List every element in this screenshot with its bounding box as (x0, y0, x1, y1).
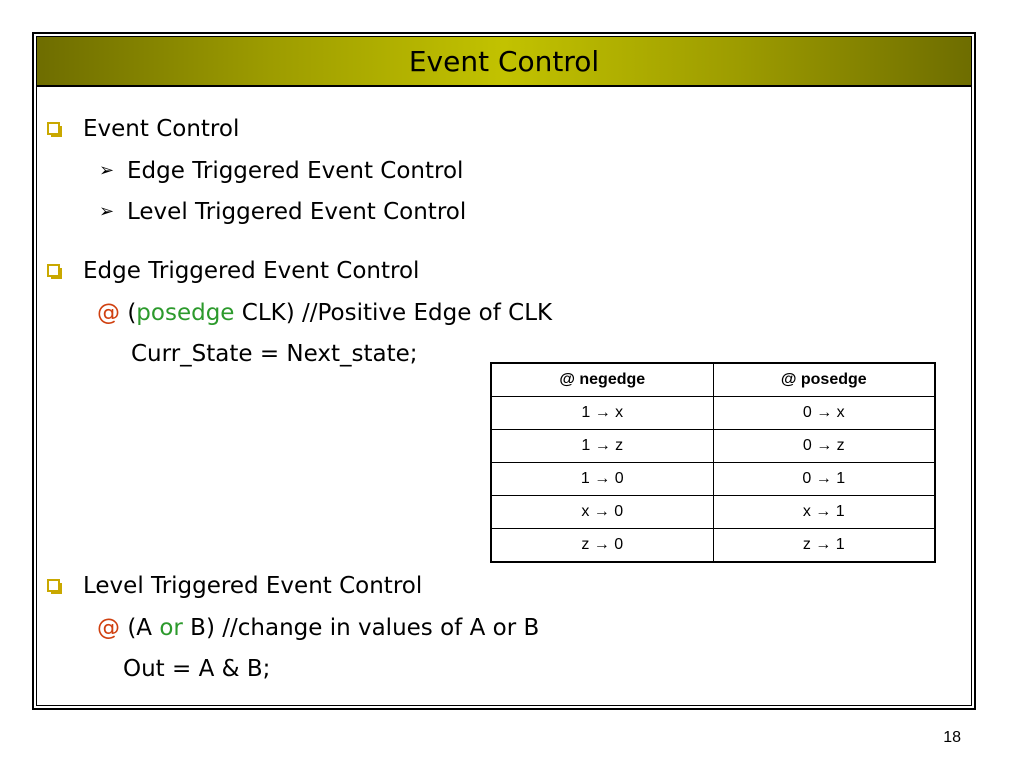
table-row (491, 397, 935, 430)
code-line-assign: Curr_State = Next_state; (131, 341, 418, 367)
table-row (491, 463, 935, 496)
code-pre: (A (127, 615, 160, 641)
table-cell: 1 → z (491, 430, 713, 463)
sub-bullet-edge: Edge Triggered Event Control (127, 158, 464, 184)
keyword-posedge: posedge (136, 300, 235, 326)
table-row (491, 496, 935, 529)
code-line-posedge (97, 299, 552, 327)
square-bullet-icon (47, 579, 60, 592)
arrow-bullet-icon: ➢ (99, 201, 115, 222)
keyword-or: or (159, 615, 183, 641)
table-cell: 1 → x (491, 397, 713, 430)
table-cell: x → 1 (713, 496, 935, 529)
table-header-row (491, 363, 935, 397)
bullet-level-triggered: Level Triggered Event Control (83, 573, 423, 599)
table-cell: 1 → 0 (491, 463, 713, 496)
code-rest: B) //change in values of A or B (182, 615, 540, 641)
code-line-or (97, 614, 539, 642)
code-rest: CLK) //Positive Edge of CLK (234, 300, 553, 326)
edge-transition-table (490, 362, 936, 563)
table-cell: 0 → x (713, 397, 935, 430)
table-cell: x → 0 (491, 496, 713, 529)
slide-title: Event Control (408, 44, 600, 78)
page-number: 18 (943, 729, 961, 746)
at-symbol: @ (97, 300, 120, 326)
bullet-event-control: Event Control (83, 116, 240, 142)
square-bullet-icon (47, 122, 60, 135)
bullet-edge-triggered: Edge Triggered Event Control (83, 258, 420, 284)
table-row (491, 430, 935, 463)
table-cell: z → 1 (713, 529, 935, 563)
table-cell: 0 → 1 (713, 463, 935, 496)
sub-bullet-level: Level Triggered Event Control (127, 199, 467, 225)
code-open-paren: ( (127, 300, 137, 326)
arrow-bullet-icon: ➢ (99, 160, 115, 181)
code-line-out: Out = A & B; (123, 656, 271, 682)
at-symbol: @ (97, 615, 120, 641)
header-negedge: @ negedge (491, 363, 713, 397)
table-cell: 0 → z (713, 430, 935, 463)
table-row (491, 529, 935, 563)
title-bar (36, 36, 972, 86)
header-posedge: @ posedge (713, 363, 935, 397)
square-bullet-icon (47, 264, 60, 277)
table-cell: z → 0 (491, 529, 713, 563)
